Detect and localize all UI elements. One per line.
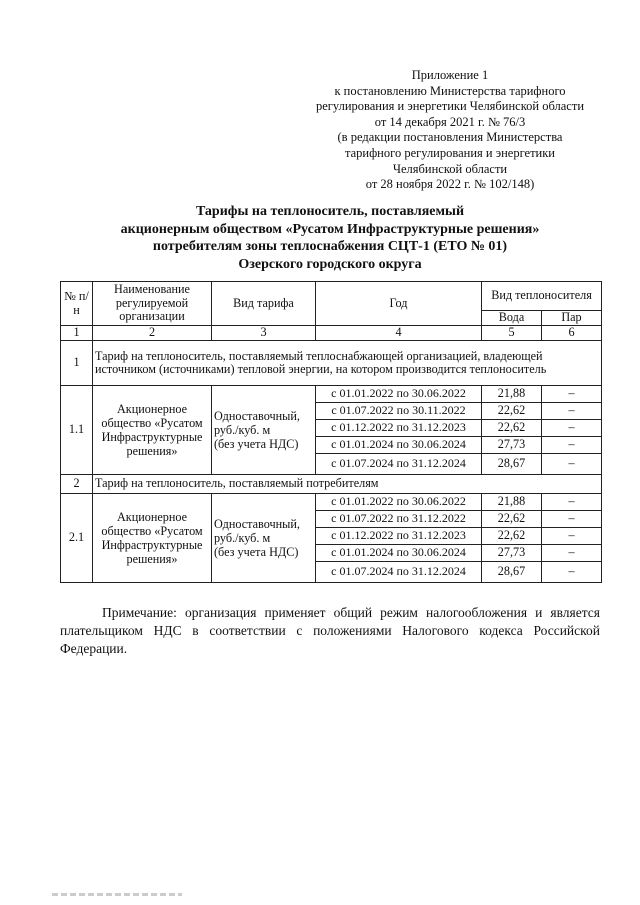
water-cell: 28,67 xyxy=(482,562,542,583)
tariff-type: Одноставочный, руб./куб. м (без учета НДС) xyxy=(212,386,316,475)
header-org: Наименование регулируемой организации xyxy=(93,282,212,326)
org-name: Акционерное общество «Русатом Инфраструктурные решения» xyxy=(93,494,212,583)
header-num: № п/н xyxy=(61,282,93,326)
section-num: 1 xyxy=(61,341,93,386)
column-number: 5 xyxy=(482,326,542,341)
water-cell: 22,62 xyxy=(482,403,542,420)
header-steam: Пар xyxy=(542,311,602,326)
title-line: Тарифы на теплоноситель, поставляемый xyxy=(195,204,465,219)
section-row xyxy=(61,341,602,386)
appendix-line: (в редакции постановления Министерства xyxy=(337,130,563,145)
section-text: Тариф на теплоноситель, поставляемый теплоснабжающей организацией, владеющей источником (источниками) тепловой энергии, на котором производится теплоноситель xyxy=(93,341,602,386)
tariff-type: Одноставочный, руб./куб. м (без учета НДС) xyxy=(212,494,316,583)
steam-cell: – xyxy=(542,545,602,562)
steam-cell: – xyxy=(542,437,602,454)
period-cell: с 01.07.2022 по 30.11.2022 xyxy=(316,403,482,420)
table-row xyxy=(61,494,602,511)
period-cell: с 01.07.2022 по 31.12.2022 xyxy=(316,511,482,528)
column-number: 1 xyxy=(61,326,93,341)
appendix-line: тарифного регулирования и энергетики xyxy=(344,145,556,160)
header-carrier: Вид теплоносителя xyxy=(482,282,602,311)
column-number-row xyxy=(61,326,602,341)
period-cell: с 01.07.2024 по 31.12.2024 xyxy=(316,454,482,475)
column-number: 6 xyxy=(542,326,602,341)
water-cell: 27,73 xyxy=(482,545,542,562)
section-text: Тариф на теплоноситель, поставляемый потребителям xyxy=(93,475,602,494)
sub-num: 1.1 xyxy=(61,386,93,475)
steam-cell: – xyxy=(542,562,602,583)
period-cell: с 01.01.2022 по 30.06.2022 xyxy=(316,386,482,403)
steam-cell: – xyxy=(542,386,602,403)
sub-num: 2.1 xyxy=(61,494,93,583)
table-row xyxy=(61,386,602,403)
footer-scan-mark xyxy=(52,893,182,896)
header-year: Год xyxy=(316,282,482,326)
document-title xyxy=(70,203,590,273)
note-block xyxy=(60,604,600,658)
steam-cell: – xyxy=(542,420,602,437)
section-num: 2 xyxy=(61,475,93,494)
title-line: потребителям зоны теплоснабжения СЦТ-1 (ЕТО № 01) xyxy=(152,239,508,254)
org-name: Акционерное общество «Русатом Инфраструктурные решения» xyxy=(93,386,212,475)
header-tariff-type: Вид тарифа xyxy=(212,282,316,326)
header-water: Вода xyxy=(482,311,542,326)
period-cell: с 01.12.2022 по 31.12.2023 xyxy=(316,420,482,437)
title-line: Озерского городского округа xyxy=(238,256,422,272)
appendix-line: от 28 ноября 2022 г. № 102/148) xyxy=(365,177,535,192)
period-cell: с 01.01.2022 по 30.06.2022 xyxy=(316,494,482,511)
water-cell: 28,67 xyxy=(482,454,542,475)
water-cell: 22,62 xyxy=(482,511,542,528)
water-cell: 21,88 xyxy=(482,494,542,511)
steam-cell: – xyxy=(542,403,602,420)
note-text: Примечание: организация применяет общий режим налогообложения и является плательщиком НДС в соответствии с положениями Налогового кодекса Российской Федерации. xyxy=(60,605,600,656)
title-line: акционерным обществом «Русатом Инфраструктурные решения» xyxy=(120,221,540,237)
steam-cell: – xyxy=(542,528,602,545)
section-row xyxy=(61,475,602,494)
column-number: 4 xyxy=(316,326,482,341)
water-cell: 27,73 xyxy=(482,437,542,454)
appendix-line: Приложение 1 xyxy=(411,68,489,82)
steam-cell: – xyxy=(542,494,602,511)
appendix-line: Челябинской области xyxy=(392,161,508,176)
water-cell: 22,62 xyxy=(482,528,542,545)
period-cell: с 01.01.2024 по 30.06.2024 xyxy=(316,437,482,454)
appendix-line: от 14 декабря 2021 г. № 76/3 xyxy=(374,114,526,129)
appendix-block xyxy=(300,68,600,193)
steam-cell: – xyxy=(542,511,602,528)
period-cell: с 01.01.2024 по 30.06.2024 xyxy=(316,545,482,562)
steam-cell: – xyxy=(542,454,602,475)
period-cell: с 01.12.2022 по 31.12.2023 xyxy=(316,528,482,545)
appendix-line: регулирования и энергетики Челябинской области xyxy=(315,99,585,114)
column-number: 2 xyxy=(93,326,212,341)
appendix-line: к постановлению Министерства тарифного xyxy=(334,83,566,98)
period-cell: с 01.07.2024 по 31.12.2024 xyxy=(316,562,482,583)
column-number: 3 xyxy=(212,326,316,341)
header-row xyxy=(61,282,602,311)
tariff-table xyxy=(60,281,602,583)
water-cell: 22,62 xyxy=(482,420,542,437)
water-cell: 21,88 xyxy=(482,386,542,403)
